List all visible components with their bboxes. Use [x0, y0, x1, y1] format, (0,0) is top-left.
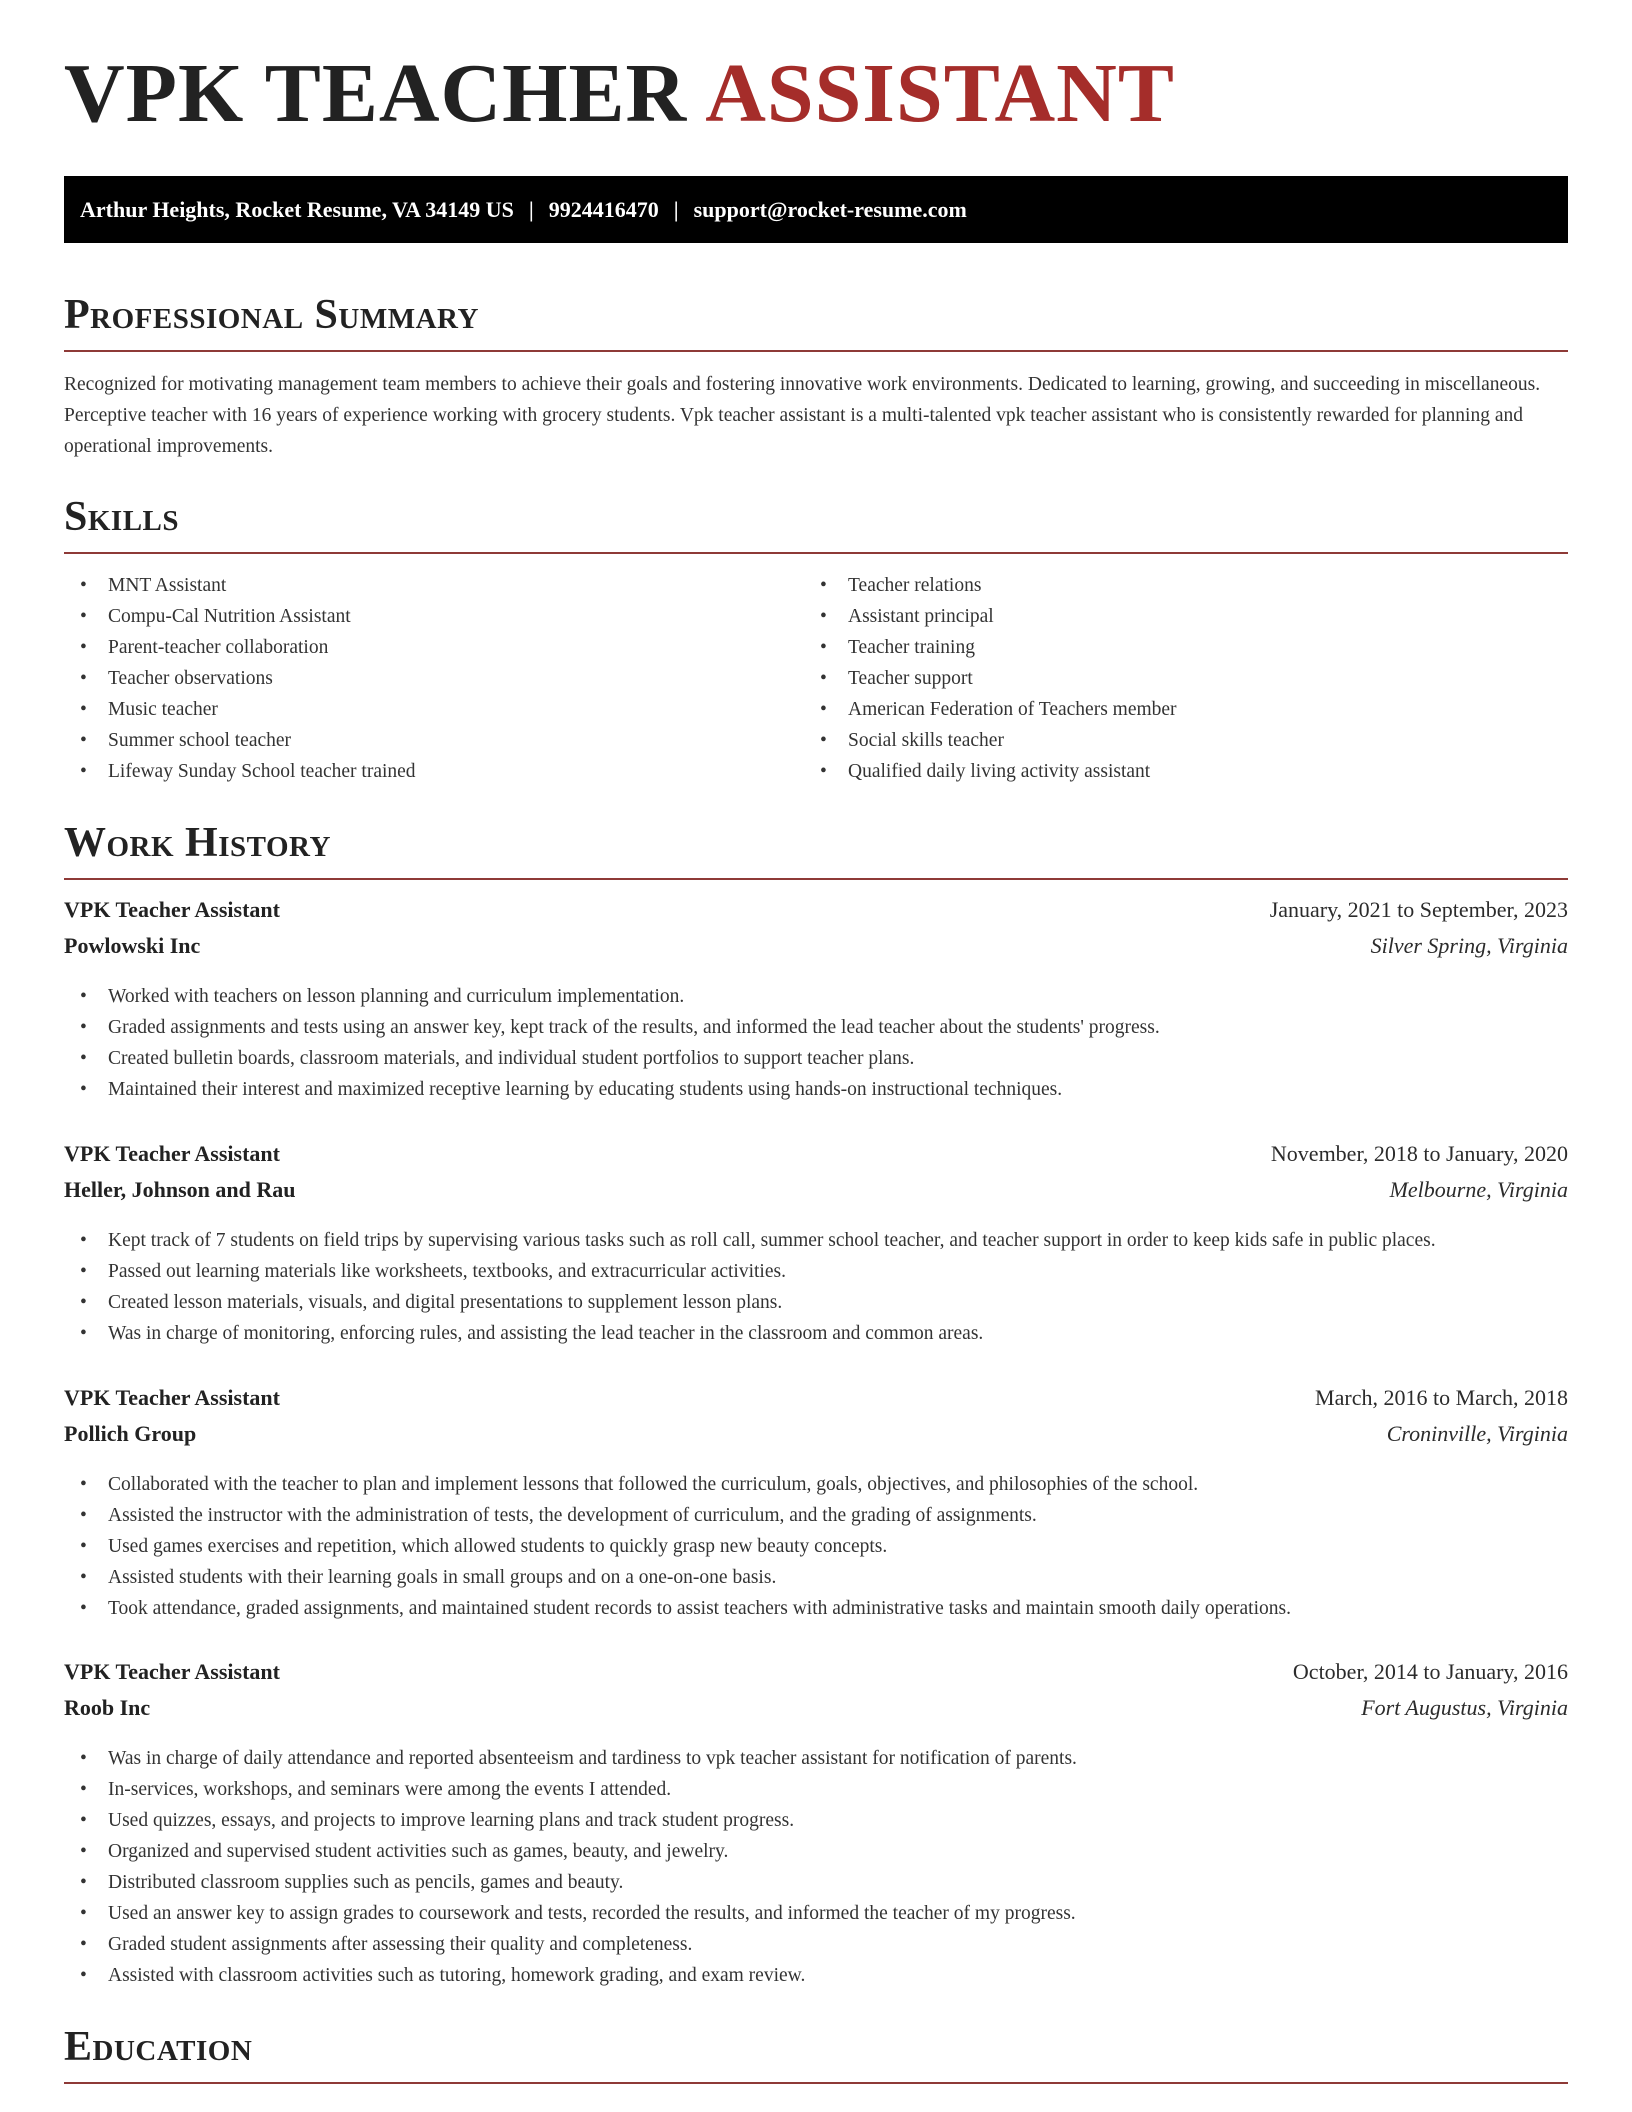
- job-duties: [64, 981, 1568, 1105]
- job-company: Heller, Johnson and Rau: [64, 1177, 296, 1202]
- duty-item: • Was in charge of daily attendance and reported absenteeism and tardiness to vpk teacher assistant for notification of parents.: [64, 1743, 1568, 1774]
- skill-item: • Parent-teacher collaboration: [64, 632, 804, 663]
- duty-item: • Kept track of 7 students on field trips by supervising various tasks such as roll call, summer school teacher, and teacher support in order to keep kids safe in public places.: [64, 1225, 1568, 1256]
- skill-item: • Teacher observations: [64, 663, 804, 694]
- education-heading: Education: [64, 2026, 1568, 2084]
- job-company: Powlowski Inc: [64, 933, 201, 958]
- job-duties: [64, 1469, 1568, 1624]
- resume-title: [64, 47, 1175, 140]
- duty-item: • Graded student assignments after assessing their quality and completeness.: [64, 1929, 1568, 1960]
- job-company: Roob Inc: [64, 1695, 151, 1720]
- skill-item: • American Federation of Teachers member: [804, 694, 1544, 725]
- skill-item: • Teacher training: [804, 632, 1544, 663]
- contact-separator: |: [528, 196, 534, 222]
- duty-item: • Took attendance, graded assignments, and maintained student records to assist teachers with administrative tasks and maintain smooth daily operations.: [64, 1593, 1568, 1624]
- skill-item: • Assistant principal: [804, 601, 1544, 632]
- skill-item: • Summer school teacher: [64, 725, 804, 756]
- duty-item: • Used quizzes, essays, and projects to improve learning plans and track student progress.: [64, 1805, 1568, 1836]
- summary-heading: Professional Summary: [64, 294, 1568, 352]
- skill-item: • Teacher relations: [804, 570, 1544, 601]
- job-entry: [64, 1659, 1568, 1991]
- duty-item: • Assisted the instructor with the administration of tests, the development of curriculum, and the grading of assignments.: [64, 1500, 1568, 1531]
- skills-heading: Skills: [64, 496, 1568, 554]
- skill-item: • MNT Assistant: [64, 570, 804, 601]
- job-duties: [64, 1225, 1568, 1349]
- duty-item: • Used games exercises and repetition, which allowed students to quickly grasp new beauty concepts.: [64, 1531, 1568, 1562]
- duty-item: • Assisted students with their learning goals in small groups and on a one-on-one basis.: [64, 1562, 1568, 1593]
- job-title: VPK Teacher Assistant: [64, 1659, 280, 1684]
- skills-column-left: [64, 570, 804, 787]
- duty-item: • Worked with teachers on lesson planning and curriculum implementation.: [64, 981, 1568, 1012]
- job-location: Silver Spring, Virginia: [1370, 933, 1568, 958]
- duty-item: • Graded assignments and tests using an answer key, kept track of the results, and informed the lead teacher about the students' progress.: [64, 1012, 1568, 1043]
- skill-item: • Music teacher: [64, 694, 804, 725]
- duty-item: • Assisted with classroom activities such as tutoring, homework grading, and exam review.: [64, 1960, 1568, 1991]
- skill-item: • Teacher support: [804, 663, 1544, 694]
- skill-item: • Social skills teacher: [804, 725, 1544, 756]
- skill-item: • Lifeway Sunday School teacher trained: [64, 756, 804, 787]
- job-title: VPK Teacher Assistant: [64, 1385, 280, 1410]
- title-role-accent: ASSISTANT: [705, 47, 1175, 140]
- job-location: Fort Augustus, Virginia: [1361, 1695, 1568, 1720]
- duty-item: • Was in charge of monitoring, enforcing rules, and assisting the lead teacher in the classroom and common areas.: [64, 1318, 1568, 1349]
- contact-email: support@rocket-resume.com: [693, 196, 967, 222]
- job-dates: January, 2021 to September, 2023: [1269, 897, 1568, 922]
- contact-phone: 9924416470: [548, 196, 659, 222]
- duty-item: • Maintained their interest and maximized receptive learning by educating students using hands-on instructional techniques.: [64, 1074, 1568, 1105]
- skill-item: • Qualified daily living activity assistant: [804, 756, 1544, 787]
- duty-item: • Passed out learning materials like worksheets, textbooks, and extracurricular activities.: [64, 1256, 1568, 1287]
- skills-column-right: [804, 570, 1544, 787]
- contact-bar: [64, 176, 1568, 243]
- duty-item: • Used an answer key to assign grades to coursework and tests, recorded the results, and informed the teacher of my progress.: [64, 1898, 1568, 1929]
- job-duties: [64, 1743, 1568, 1991]
- duty-item: • Created lesson materials, visuals, and digital presentations to supplement lesson plans.: [64, 1287, 1568, 1318]
- duty-item: • Distributed classroom supplies such as pencils, games and beauty.: [64, 1867, 1568, 1898]
- contact-separator: |: [673, 196, 679, 222]
- title-job: VPK TEACHER: [64, 47, 688, 140]
- job-title: VPK Teacher Assistant: [64, 1141, 280, 1166]
- summary-text: Recognized for motivating management team members to achieve their goals and fostering innovative work environments. Dedicated to learning, growing, and succeeding in miscellaneous. Perceptive teacher with 16 years of experience working with grocery students. Vpk teacher assistant is a multi-talented vpk teacher assistant who is consistently rewarded for planning and operational improvements.: [64, 374, 1541, 457]
- job-entry: [64, 1385, 1568, 1624]
- skill-item: • Compu-Cal Nutrition Assistant: [64, 601, 804, 632]
- duty-item: • In-services, workshops, and seminars were among the events I attended.: [64, 1774, 1568, 1805]
- job-dates: November, 2018 to January, 2020: [1270, 1141, 1568, 1166]
- job-entry: [64, 1141, 1568, 1349]
- job-dates: October, 2014 to January, 2016: [1292, 1659, 1568, 1684]
- duty-item: • Organized and supervised student activities such as games, beauty, and jewelry.: [64, 1836, 1568, 1867]
- job-company: Pollich Group: [64, 1421, 197, 1446]
- contact-address: Arthur Heights, Rocket Resume, VA 34149 US: [80, 196, 514, 222]
- job-dates: March, 2016 to March, 2018: [1315, 1385, 1568, 1410]
- job-title: VPK Teacher Assistant: [64, 897, 280, 922]
- skills-list: [64, 570, 1568, 787]
- duty-item: • Created bulletin boards, classroom materials, and individual student portfolios to support teacher plans.: [64, 1043, 1568, 1074]
- job-entry: [64, 897, 1568, 1105]
- job-location: Melbourne, Virginia: [1389, 1177, 1568, 1202]
- duty-item: • Collaborated with the teacher to plan and implement lessons that followed the curriculum, goals, objectives, and philosophies of the school.: [64, 1469, 1568, 1500]
- work-history-heading: Work History: [64, 822, 1568, 880]
- job-location: Croninville, Virginia: [1386, 1421, 1568, 1446]
